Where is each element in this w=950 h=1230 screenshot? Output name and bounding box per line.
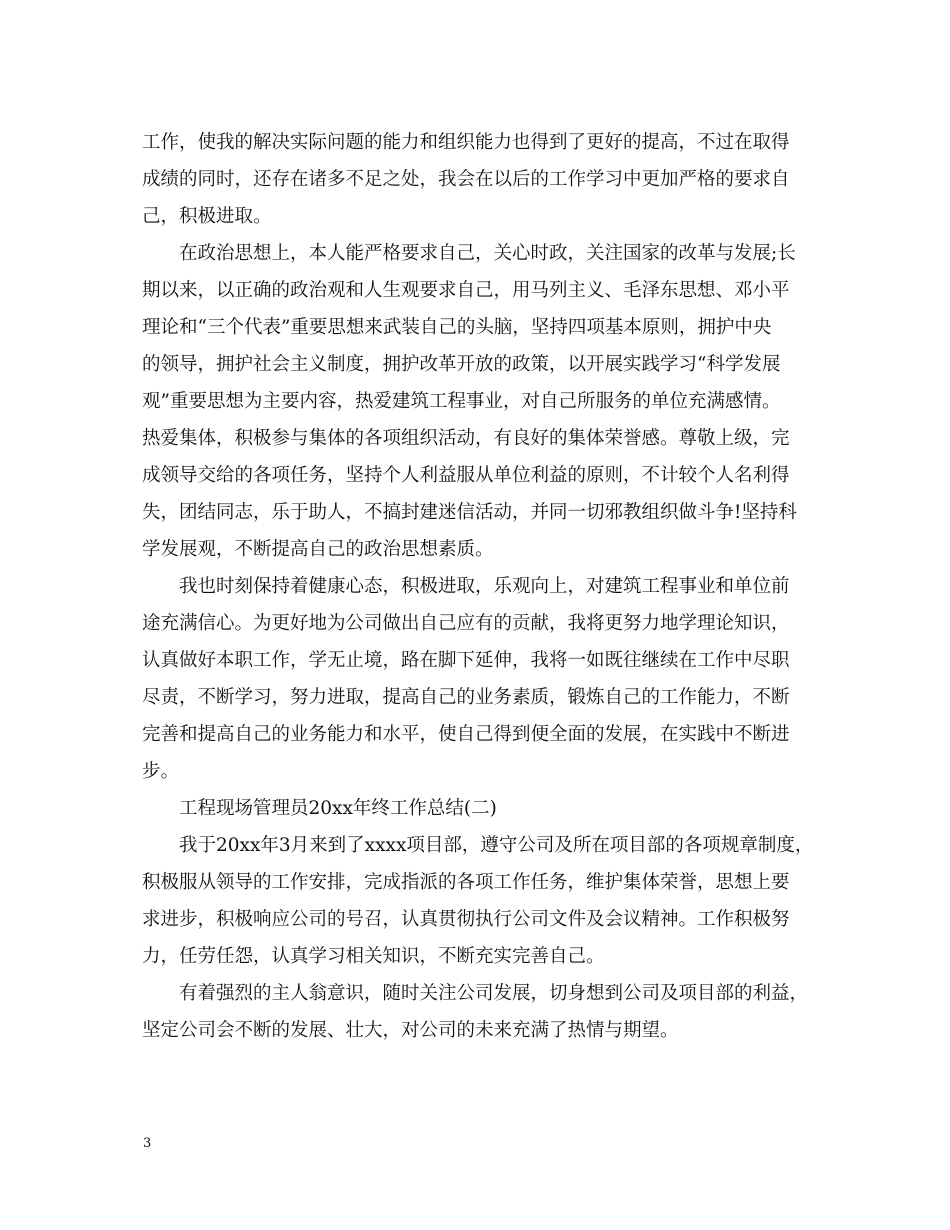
body-text-line: 的领导，拥护社会主义制度，拥护改革开放的政策，以开展实践学习“科学发展 (142, 354, 781, 375)
paragraph-first-line: 在政治思想上，本人能严格要求自己，关心时政，关注国家的改革与发展;长 (179, 243, 796, 264)
body-text-line: 途充满信心。为更好地为公司做出自己应有的贡献，我将更努力地学理论知识， (142, 613, 790, 634)
paragraph-first-line: 有着强烈的主人翁意识，随时关注公司发展，切身想到公司及项目部的利益， (179, 983, 809, 1004)
body-text-line: 观”重要思想为主要内容，热爱建筑工程事业，对自己所服务的单位充满感情。 (142, 391, 781, 412)
body-text-line: 求进步，积极响应公司的号召，认真贯彻执行公司文件及会议精神。工作积极努 (142, 909, 790, 930)
body-text-line: 己，积极进取。 (142, 206, 272, 227)
section-heading: 工程现场管理员20xx年终工作总结(二) (179, 798, 497, 819)
body-text-line: 尽责，不断学习，努力进取，提高自己的业务素质，锻炼自己的工作能力，不断 (142, 687, 790, 708)
body-text-line: 步。 (142, 761, 180, 782)
body-text-line: 积极服从领导的工作安排，完成指派的各项工作任务，维护集体荣誉，思想上要 (142, 872, 790, 893)
paragraph-first-line: 我也时刻保持着健康心态，积极进取，乐观向上，对建筑工程事业和单位前 (179, 576, 790, 597)
body-text-line: 成领导交给的各项任务，坚持个人利益服从单位利益的原则，不计较个人名利得 (142, 465, 790, 486)
body-text-line: 完善和提高自己的业务能力和水平，使自己得到便全面的发展，在实践中不断进 (142, 724, 790, 745)
body-text-line: 工作，使我的解决实际问题的能力和组织能力也得到了更好的提高，不过在取得 (142, 132, 790, 153)
body-text-line: 理论和“三个代表”重要思想来武装自己的头脑，坚持四项基本原则，拥护中央 (142, 317, 772, 338)
paragraph-first-line: 我于20xx年3月来到了xxxx项目部，遵守公司及所在项目部的各项规章制度， (179, 835, 814, 856)
body-text-line: 成绩的同时，还存在诸多不足之处，我会在以后的工作学习中更加严格的要求自 (142, 169, 790, 190)
body-text-line: 期以来，以正确的政治观和人生观要求自己，用马列主义、毛泽东思想、邓小平 (142, 280, 790, 301)
page-number: 3 (143, 1136, 152, 1151)
body-text-line: 失，团结同志，乐于助人，不搞封建迷信活动，并同一切邪教组织做斗争!坚持科 (142, 502, 797, 523)
body-text-line: 力，任劳任怨，认真学习相关知识，不断充实完善自己。 (142, 946, 605, 967)
body-text-line: 学发展观，不断提高自己的政治思想素质。 (142, 539, 494, 560)
body-text-line: 坚定公司会不断的发展、壮大，对公司的未来充满了热情与期望。 (142, 1020, 679, 1041)
body-text-line: 认真做好本职工作，学无止境，路在脚下延伸，我将一如既往继续在工作中尽职 (142, 650, 790, 671)
body-text-line: 热爱集体，积极参与集体的各项组织活动，有良好的集体荣誉感。尊敬上级，完 (142, 428, 790, 449)
